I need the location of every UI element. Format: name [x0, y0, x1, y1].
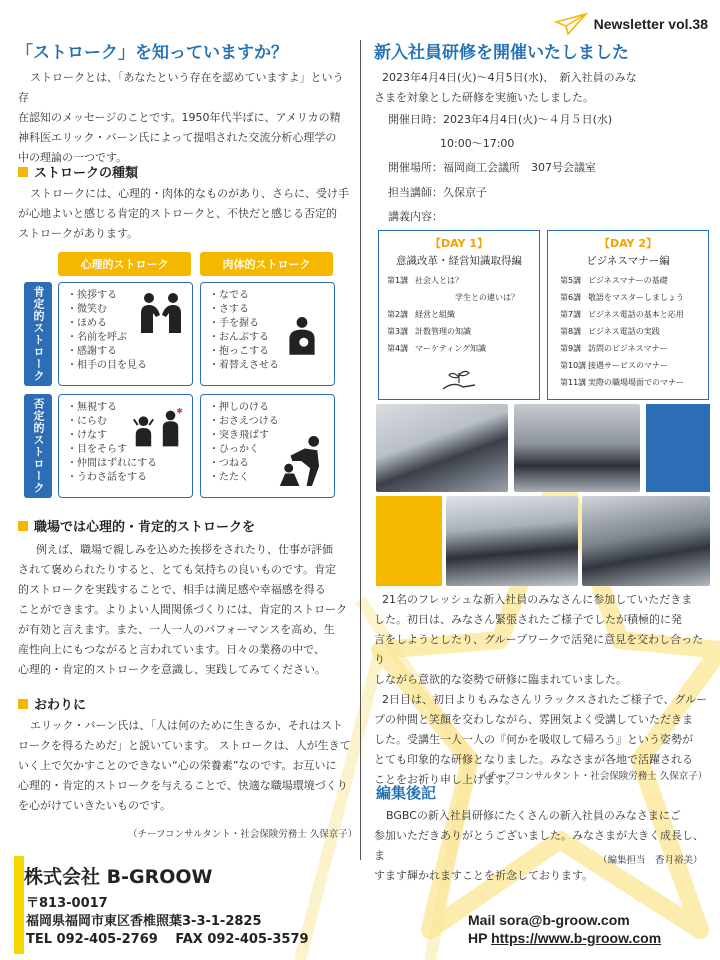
ending-heading	[18, 694, 86, 713]
report-line-3: 言をしようとしたり、グループワークで活発に意見を交わし合ったり	[374, 633, 704, 666]
list-item: ・ 手を握る	[209, 317, 334, 331]
ending-line-3: いく上で欠かすことのできない“心の栄養素”なのです。お互いに	[18, 759, 337, 772]
event-content-label: 講義内容：	[388, 210, 443, 223]
workplace-text	[18, 540, 354, 680]
report-line-2: した。初日は、みなさん緊張されたご様子でしたが積極的に発	[374, 613, 682, 626]
stroke-intro-line-1: ストロークとは、「あなたという存在を認めていますよ」という存	[18, 71, 344, 104]
list-item: ・ おさえつける	[209, 415, 334, 429]
postscript-title: 編集後記	[376, 784, 437, 802]
list-item: ・ 仲間はずれにする	[67, 457, 192, 471]
lesson-item: 学生との違いは？	[455, 293, 519, 302]
list-item: ・ 微笑む	[67, 303, 192, 317]
day1-title: 【DAY 1】	[429, 237, 489, 250]
cell-negative-phys	[200, 394, 335, 498]
contact-mail: Mail sora@b-groow.com	[468, 912, 630, 928]
training-article-title: 新入社員研修を開催いたしました	[374, 43, 629, 63]
lesson-item: 第5講 ビジネスマナーの基礎	[560, 276, 668, 285]
report-line-4: しながら意欲的な姿勢で研修に臨まれていました。	[374, 673, 627, 686]
scolding-people-icon	[128, 405, 186, 449]
right-signature: （チーフコンサルタント・社会保険労務士 久保京子）	[478, 771, 708, 782]
event-instructor: 担当講師：久保京子	[388, 186, 487, 199]
ending-line-2: ロークを得るためだ」と説いています。 ストロークは、人が生きて	[18, 739, 351, 752]
types-line-1: ストロークには、心理的・肉体的なものがあり、さらに、受け手	[30, 187, 349, 200]
report-line-9: ことをお祈り申し上げます。	[374, 773, 517, 786]
workplace-line-5: が有効と言えます。また、一人一人のパフォーマンスを高め、生	[18, 623, 335, 636]
list-item: ・ にらむ	[67, 415, 192, 429]
bowing-people-icon	[136, 291, 186, 335]
training-intro-line-2: さまを対象とした研修を実施いたしました。	[374, 91, 594, 104]
svg-text:✱: ✱	[176, 406, 183, 416]
list-item: ・ 挨拶する	[67, 289, 192, 303]
report-line-5: 2日目は、初日よりもみなさんリラックスされたご様子で、グルー	[382, 693, 708, 706]
event-time: 10:00～17:00	[440, 137, 515, 150]
postscript-line-2: 参加いただきありがとうございました。みなさまが大きく成長し、ま	[374, 829, 704, 862]
training-photo-classroom	[446, 496, 578, 586]
decorative-blue-square	[646, 404, 710, 492]
list-item: ・ 押しのける	[209, 401, 334, 415]
workplace-line-3: 的ストロークを実践することで、相手は満足感や幸福感を得る	[18, 583, 326, 596]
list-item: ・ うわさ話をする	[67, 471, 192, 485]
training-photo-speaker	[376, 404, 508, 492]
lesson-item: 第11講 実際の職場場面でのマナー	[560, 378, 684, 387]
list-item: ・ 名前を呼ぶ	[67, 331, 192, 345]
workplace-heading-text: 職場では心理的・肯定的ストロークを	[34, 520, 256, 535]
pushing-people-icon	[278, 433, 328, 489]
types-heading	[18, 162, 138, 181]
stroke-intro-line-4: 中の理論の一つです。	[18, 151, 128, 164]
event-date: 開催日時：2023年4月4日(火)～４月５日(水)	[388, 113, 613, 126]
list-item: ・ 着替えさせる	[209, 359, 334, 373]
ending-text	[18, 716, 354, 816]
workplace-line-1: 例えば、職場で親しみを込めた挨拶をされたり、仕事が評価	[36, 543, 333, 556]
list-item: ・ さする	[209, 303, 334, 317]
hp-label: HP	[468, 930, 492, 946]
list-item: ・ ひっかく	[209, 443, 334, 457]
postscript-line-3: すます輝かれますことを祈念しております。	[374, 869, 594, 882]
training-report	[374, 590, 712, 790]
types-line-2: が心地よいと感じる肯定的ストロークと、不快だと感じる否定的	[18, 207, 337, 220]
day2-program-box	[547, 230, 709, 400]
types-line-3: ストロークがあります。	[18, 227, 139, 240]
lesson-item: 第1講 社会人とは？	[387, 276, 463, 285]
holding-baby-icon	[284, 315, 320, 355]
list-item: ・ たたく	[209, 471, 334, 485]
postscript-text	[374, 806, 712, 886]
list-item: ・ おんぶする	[209, 331, 334, 345]
heading-marker	[18, 521, 28, 531]
report-line-6: プの仲間と笑顔を交わしながら、雰囲気よく受講していただきま	[374, 713, 693, 726]
list-item: ・ 目をそらす	[67, 443, 192, 457]
ending-line-1: エリック・バーン氏は、「人は何のために生きるか、それはスト	[30, 719, 343, 732]
types-heading-text: ストロークの種類	[34, 166, 139, 181]
event-venue: 開催場所：福岡商工会議所 307号会議室	[388, 161, 596, 174]
types-text	[18, 184, 354, 244]
workplace-heading	[18, 516, 255, 535]
postscript-line-1: BGBCの新入社員研修にたくさんの新入社員のみなさまにご	[386, 809, 681, 822]
list-item: ・ 相手の目を見る	[67, 359, 192, 373]
report-line-7: した。受講生一人一人の『何かを吸収して帰ろう』という姿勢が	[374, 733, 693, 746]
decorative-yellow-square	[376, 496, 442, 586]
company-address: 福岡県福岡市東区香椎照葉3-3-1-2825	[26, 914, 262, 929]
stroke-intro-line-3: 神科医エリック・バーン氏によって提唱された交流分析心理学の	[18, 131, 337, 144]
ending-heading-text: おわりに	[34, 698, 87, 713]
company-phone-fax: TEL 092-405-2769 FAX 092-405-3579	[26, 932, 309, 947]
cell-positive-psych	[58, 282, 193, 386]
row-negative-stroke: 否定的ストローク	[24, 394, 52, 498]
training-photo-groupwork	[582, 496, 710, 586]
list-item: ・ なでる	[209, 289, 334, 303]
list-item: ・ 感謝する	[67, 345, 192, 359]
plant-hand-icon	[439, 367, 479, 393]
day2-subtitle: ビジネスマナー編	[586, 255, 670, 267]
day2-title: 【DAY 2】	[598, 237, 658, 250]
lesson-item: 第9講 訪問のビジネスマナー	[560, 344, 668, 353]
list-item: ・ ほめる	[67, 317, 192, 331]
column-divider	[360, 40, 361, 860]
training-photo-group	[514, 404, 640, 492]
heading-marker	[18, 167, 28, 177]
newsletter-volume: Newsletter vol.38	[593, 16, 708, 32]
column-psych-stroke: 心理的ストローク	[58, 252, 191, 276]
day1-subtitle: 意識改革・経営知識取得編	[396, 255, 522, 267]
stroke-intro-line-2: 在認知のメッセージのことです。1950年代半ばに、アメリカの精	[18, 111, 341, 124]
list-item: ・ 無視する	[67, 401, 192, 415]
lesson-item: 第10講 接遇サービスのマナー	[560, 361, 668, 370]
company-name: 株式会社 B-GROOW	[24, 866, 213, 888]
list-item: ・ つねる	[209, 457, 334, 471]
cell-negative-psych	[58, 394, 193, 498]
cell-positive-phys	[200, 282, 335, 386]
lesson-item: 第3講 計数管理の知識	[387, 327, 471, 336]
list-item: ・ けなす	[67, 429, 192, 443]
lesson-item: 第8講 ビジネス電話の実践	[560, 327, 660, 336]
ending-line-4: 心理的・肯定的ストロークを与えることで、快適な職場環境づくり	[18, 779, 348, 792]
left-signature: （チーフコンサルタント・社会保険労務士 久保京子）	[128, 829, 358, 840]
postscript-signature: （編集担当 香月裕美）	[598, 855, 703, 866]
list-item: ・ 抱っこする	[209, 345, 334, 359]
contact-hp	[468, 930, 661, 946]
lesson-item: 第4講 マーケティング知識	[387, 344, 487, 353]
company-postal: 〒813-0017	[26, 896, 108, 911]
stroke-article-title: 「ストローク」を知っていますか？	[16, 43, 288, 63]
paper-plane-icon	[554, 12, 588, 36]
training-intro	[374, 68, 710, 108]
heading-marker	[18, 699, 28, 709]
lesson-item: 第6講 敬語をマスターしましょう	[560, 293, 684, 302]
company-accent-bar	[14, 856, 24, 954]
column-phys-stroke: 肉体的ストローク	[200, 252, 333, 276]
lesson-item: 第2講 経営と組織	[387, 310, 455, 319]
report-line-1: 21名のフレッシュな新入社員のみなさんに参加していただきま	[382, 593, 693, 606]
workplace-line-2: されて褒められたりすると、とても気持ちの良いものです。肯定	[18, 563, 337, 576]
training-intro-line-1: 2023年4月4日(火)～4月5日(水)、 新入社員のみな	[382, 71, 637, 84]
row-positive-stroke: 肯定的ストローク	[24, 282, 52, 386]
day1-program-box	[378, 230, 540, 400]
workplace-line-6: 産性向上にもつながると言われています。日々の業務の中で、	[18, 643, 325, 656]
ending-line-5: を心がけていきたいものです。	[18, 799, 172, 812]
workplace-line-4: ことができます。よりよい人間関係づくりには、肯定的ストローク	[18, 603, 348, 616]
list-item: ・ 突き飛ばす	[209, 429, 334, 443]
newsletter-masthead	[554, 12, 708, 36]
website-link[interactable]: https://www.b-groow.com	[491, 930, 662, 946]
lesson-item: 第7講 ビジネス電話の基本と応用	[560, 310, 684, 319]
report-line-8: とても印象的な研修となりました。みなさまが各地で活躍される	[374, 753, 693, 766]
workplace-line-7: 心理的・肯定的ストロークを意識し、実践してみてください。	[18, 663, 326, 676]
stroke-intro	[18, 68, 354, 168]
